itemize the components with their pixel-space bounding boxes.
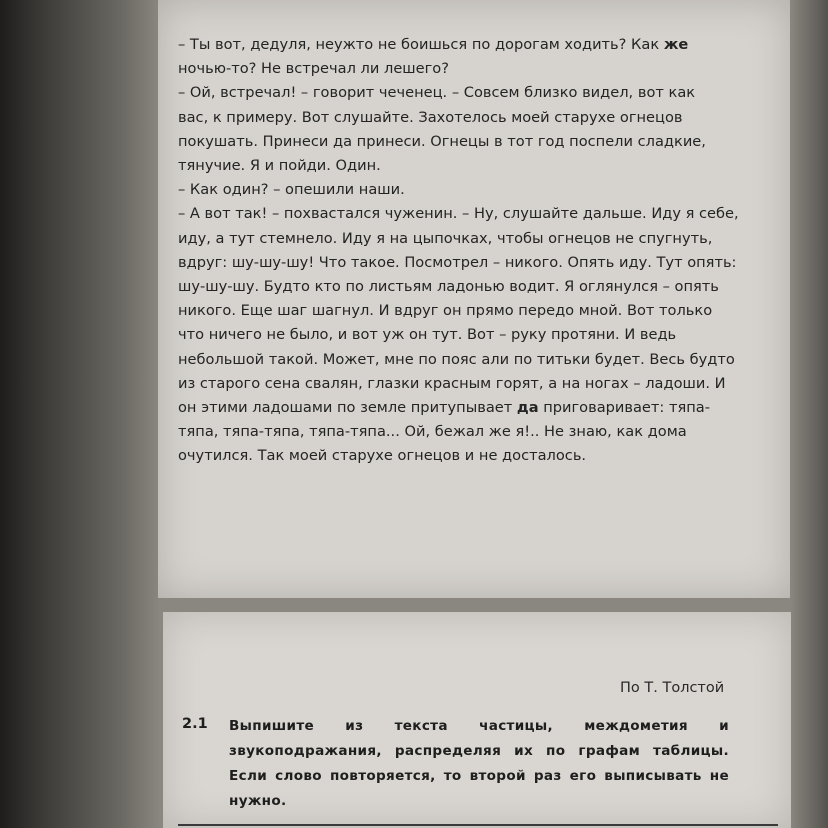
story-line: что ничего не было, и вот уж он тут. Вот – руку протяни. И ведь — [178, 326, 677, 344]
story-line: – Ты вот, дедуля, неужто не боишься по дорогам ходить? Как же — [178, 36, 689, 53]
story-line: тянучие. Я и пойди. Один. — [178, 157, 381, 175]
author-attribution: По Т. Толстой — [620, 680, 725, 696]
story-line: тяпа, тяпа-тяпа, тяпа-тяпа... Ой, бежал же я!.. Не знаю, как дома — [178, 423, 687, 441]
story-line: он этими ладошами по земле притупывает да приговаривает: тяпа- — [178, 399, 710, 417]
story-line: – А вот так! – похвастался чуженин. – Ну, слушайте дальше. Иду я себе, — [178, 205, 739, 223]
story-line: небольшой такой. Может, мне по пояс али по титьки будет. Весь будто — [178, 350, 735, 368]
story-line: вас, к примеру. Вот слушайте. Захотелось моей старухе огнецов — [178, 108, 683, 126]
story-line: иду, а тут стемнело. Иду я на цыпочках, чтобы огнецов не спугнуть, — [178, 229, 713, 247]
story-line: очутился. Так моей старухе огнецов и не досталось. — [178, 447, 587, 465]
story-line: никого. Еще шаг шагнул. И вдруг он прямо передо мной. Вот только — [178, 302, 713, 320]
task-number: 2.1 — [182, 716, 208, 732]
task-instructions: Выпишите из текста частицы, междометия и звукоподражания, распределяя их по графам таблицы. Если слово повторяется, то второй раз его выписывать не нужно. — [229, 718, 729, 809]
story-line: ночью-то? Не встречал ли лешего? — [178, 60, 449, 78]
story-line: – Как один? – опешили наши. — [178, 181, 405, 199]
story-line: вдруг: шу-шу-шу! Что такое. Посмотрел – никого. Опять иду. Тут опять: — [178, 253, 737, 271]
table-top-border — [178, 824, 778, 826]
story-text — [178, 33, 762, 469]
story-line: – Ой, встречал! – говорит чеченец. – Совсем близко видел, вот как — [178, 84, 696, 102]
story-line: шу-шу-шу. Будто кто по листьям ладонью водит. Я оглянулся – опять — [178, 278, 719, 296]
story-line: покушать. Принеси да принеси. Огнецы в тот год поспели сладкие, — [178, 132, 706, 150]
story-line: из старого сена свалян, глазки красным горят, а на ногах – ладоши. И — [178, 374, 726, 392]
